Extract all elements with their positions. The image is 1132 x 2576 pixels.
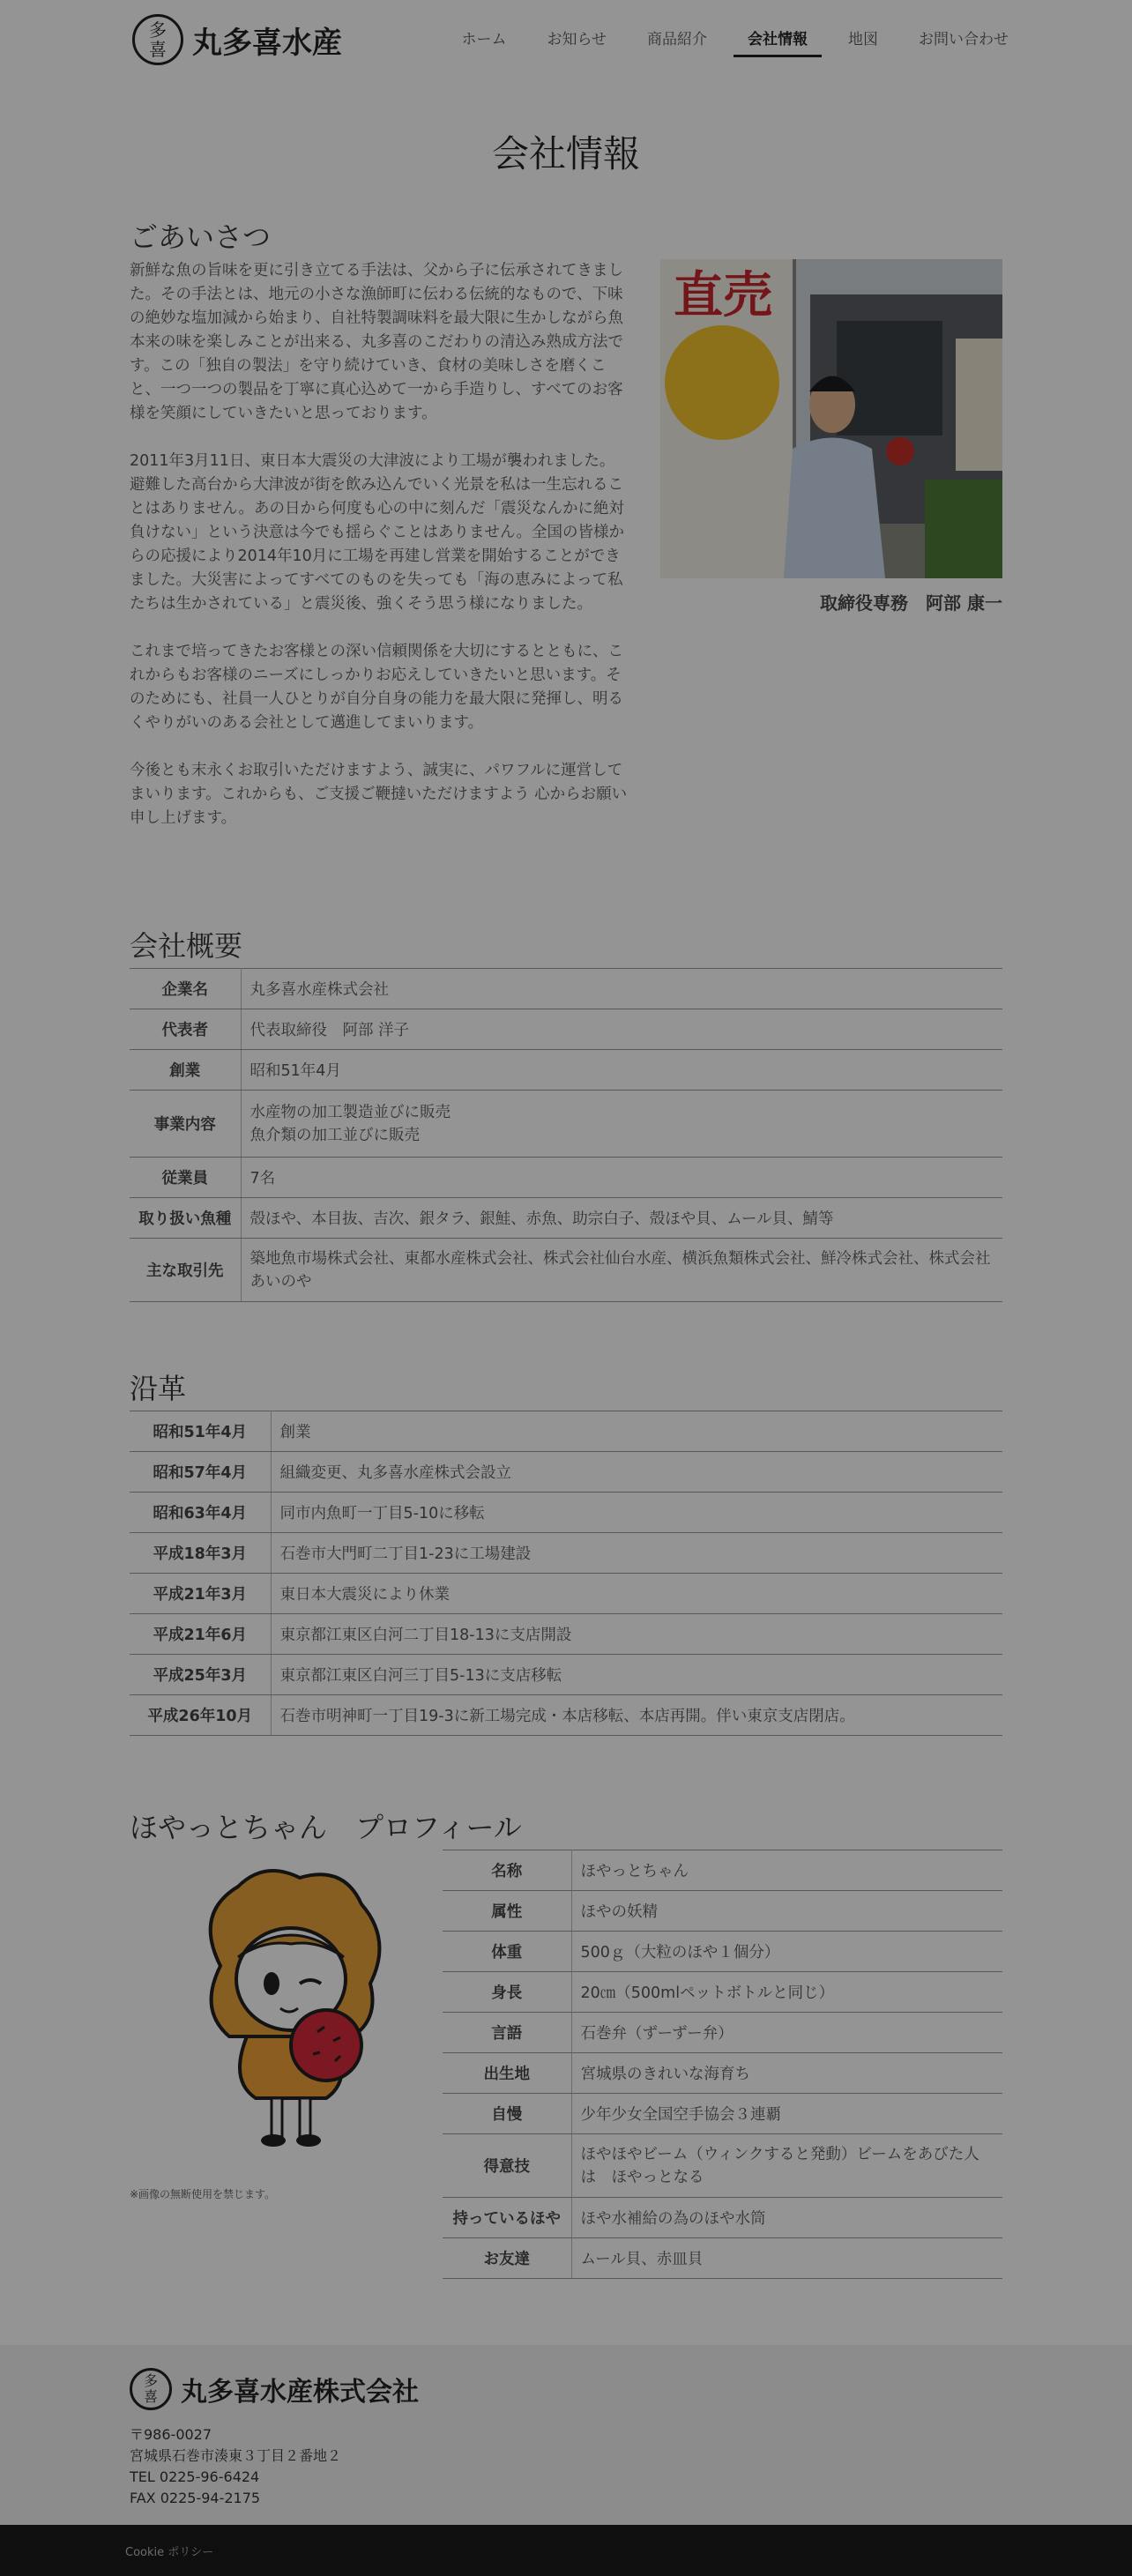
greeting-text [130,259,628,854]
table-row [130,1091,1002,1158]
row-value: ほや水補給の為のほや水筒 [571,2198,1002,2238]
row-label: 出生地 [443,2053,571,2094]
footer-tel: TEL 0225-96-6424 [130,2468,260,2485]
overview-title: 会社概要 [130,929,243,963]
main-nav [421,26,1009,57]
nav-item-contact[interactable]: お問い合わせ [919,31,1009,48]
row-value: 昭和51年4月 [241,1050,1002,1091]
nav-item-company[interactable]: 会社情報 [748,26,808,57]
director-photo [660,259,1002,578]
row-label: 体重 [443,1932,571,1972]
mascot-illustration [185,1860,397,2151]
row-label: 昭和63年4月 [130,1493,271,1533]
site-logo[interactable] [132,14,342,65]
overview-table [130,968,1002,1302]
greeting-paragraph: これまで培ってきたお客様との深い信頼関係を大切にするとともに、これからもお客様のニーズにしっかりお応えしていきたいと思います。そのためにも、社員一人ひとりが自分自身の能力を最大限に発揮し、明るくやりがいのある会社として邁進してまいります。 [130,643,623,732]
table-row [130,1655,1002,1695]
row-value: ほやっとちゃん [571,1850,1002,1891]
row-value: 創業 [271,1411,1002,1452]
row-value: 殻ほや、本目抜、吉次、銀タラ、銀鮭、赤魚、助宗白子、殻ほや貝、ムール貝、鯖等 [241,1198,1002,1239]
row-value: 石巻市大門町二丁目1-23に工場建設 [271,1533,1002,1574]
row-label: 昭和51年4月 [130,1411,271,1452]
logo-emblem: 多 喜 [132,14,183,65]
nav-item-news[interactable]: お知らせ [547,31,607,48]
row-label: 持っているほや [443,2198,571,2238]
table-row [443,2198,1002,2238]
row-value: 築地魚市場株式会社、東都水産株式会社、株式会社仙台水産、横浜魚類株式会社、鮮冷株式会社、株式会社あいのや [241,1239,1002,1302]
greeting-paragraph: 2011年3月11日、東日本大震災の大津波により工場が襲われました。避難した高台から大津波が街を飲み込んでいく光景を私は一生忘れることはありません。あの日から何度も心の中に刻んだ「震災なんかに絶対負けない」という決意は今でも揺らぐことはありません。全国の皆様からの応援により2014年10月に工場を再建し営業を開始することができました。大災害によってすべてのものを失っても「海の恵みによって私たちは生かされている」と震災後、強くそう思う様になりました。 [130,452,625,613]
row-label: 平成21年3月 [130,1574,271,1614]
row-label: 従業員 [130,1158,241,1198]
site-footer [0,2345,1132,2525]
table-row [130,1614,1002,1655]
table-row [443,1891,1002,1932]
page-title: 会社情報 [491,132,640,175]
row-value: 7名 [241,1158,1002,1198]
row-label: 属性 [443,1891,571,1932]
row-label: 取り扱い魚種 [130,1198,241,1239]
director-photo-image [660,259,1002,578]
table-row [130,1452,1002,1493]
banner-text: 直売 [674,266,772,324]
table-row [443,2134,1002,2198]
table-row [130,1533,1002,1574]
table-row [130,1239,1002,1302]
row-value: 代表取締役 阿部 洋子 [241,1009,1002,1050]
row-label: 創業 [130,1050,241,1091]
table-row [130,1493,1002,1533]
row-label: 主な取引先 [130,1239,241,1302]
footer-logo[interactable] [130,2368,419,2410]
row-value: 丸多喜水産株式会社 [241,969,1002,1009]
table-row [130,1198,1002,1239]
row-label: 身長 [443,1972,571,2013]
table-row [130,1574,1002,1614]
table-row [443,1972,1002,2013]
footer-company-name: 丸多喜水産株式会社 [181,2377,419,2408]
table-row [130,1158,1002,1198]
row-value: 同市内魚町一丁目5-10に移転 [271,1493,1002,1533]
row-label: 自慢 [443,2094,571,2134]
row-label: 言語 [443,2013,571,2053]
row-value: 東京都江東区白河二丁目18-13に支店開設 [271,1614,1002,1655]
row-label: 平成21年6月 [130,1614,271,1655]
image-usage-note: ※画像の無断使用を禁じます。 [130,2188,276,2200]
greeting-title: ごあいさつ [130,220,272,254]
footer-postal: 〒986-0027 [130,2426,212,2443]
table-row [443,2238,1002,2279]
profile-table [443,1850,1002,2279]
nav-item-map[interactable]: 地図 [848,31,878,48]
row-value: 500ｇ（大粒のほや１個分） [571,1932,1002,1972]
history-table [130,1411,1002,1736]
row-value: 水産物の加工製造並びに販売 魚介類の加工並びに販売 [241,1091,1002,1158]
table-row [443,2094,1002,2134]
row-value: 宮城県のきれいな海育ち [571,2053,1002,2094]
footer-address [130,2424,341,2509]
row-value: 東日本大震災により休業 [271,1574,1002,1614]
nav-item-home[interactable]: ホーム [461,31,507,48]
row-label: 平成26年10月 [130,1695,271,1736]
history-title: 沿革 [130,1372,187,1405]
site-header [0,0,1132,78]
table-row [443,1932,1002,1972]
photo-caption: 取締役専務 阿部 康一 [820,592,1002,614]
row-value: 石巻弁（ずーずー弁） [571,2013,1002,2053]
row-label: お友達 [443,2238,571,2279]
profile-title: ほやっとちゃん プロフィール [130,1811,522,1844]
row-value: ほやの妖精 [571,1891,1002,1932]
row-label: 平成18年3月 [130,1533,271,1574]
footer-street: 宮城県石巻市湊東３丁目２番地２ [130,2447,342,2464]
row-value: ムール貝、赤皿貝 [571,2238,1002,2279]
row-label: 名称 [443,1850,571,1891]
row-value: 石巻市明神町一丁目19-3に新工場完成・本店移転、本店再開。伴い東京支店閉店。 [271,1695,1002,1736]
nav-item-products[interactable]: 商品紹介 [647,31,707,48]
greeting-paragraph: 今後とも末永くお取引いただけますよう、誠実に、パワフルに運営してまいります。これからも、ご支援ご鞭撻いただけますよう 心からお願い申し上げます。 [130,762,628,827]
table-row [130,969,1002,1009]
row-label: 企業名 [130,969,241,1009]
cookie-policy-link[interactable]: Cookie ポリシー [125,2546,214,2559]
table-row [130,1050,1002,1091]
row-label: 事業内容 [130,1091,241,1158]
row-label: 昭和57年4月 [130,1452,271,1493]
footer-logo-emblem: 多 喜 [130,2368,172,2410]
logo-text: 丸多喜水産 [192,25,342,61]
row-value: ほやほやビーム（ウィンクすると発動）ビームをあびた人は ほやっとなる [571,2134,1002,2198]
row-label: 得意技 [443,2134,571,2198]
mascot-icon [185,1860,397,2151]
table-row [130,1009,1002,1050]
table-row [443,2013,1002,2053]
row-value: 東京都江東区白河三丁目5-13に支店移転 [271,1655,1002,1695]
row-label: 平成25年3月 [130,1655,271,1695]
row-value: 組織変更、丸多喜水産株式会設立 [271,1452,1002,1493]
table-row [443,2053,1002,2094]
row-label: 代表者 [130,1009,241,1050]
footer-fax: FAX 0225-94-2175 [130,2490,261,2506]
table-row [130,1695,1002,1736]
bottom-bar [0,2525,1132,2576]
row-value: 20㎝（500mlペットボトルと同じ） [571,1972,1002,2013]
greeting-paragraph: 新鮮な魚の旨味を更に引き立てる手法は、父から子に伝承されてきました。その手法とは、地元の小さな漁師町に伝わる伝統的なもので、下味の絶妙な塩加減から始まり、自社特製調味料を最大限に生かしながら魚本来の味を楽しみことが出来る、丸多喜のこだわりの清込み熟成方法です。この「独自の製法」を守り続けていき、食材の美味しさを磨くこと、一つ一つの製品を丁寧に真心込めて一から手造りし、すべてのお客様を笑顔にしていきたいと思っております。 [130,262,623,422]
row-value: 少年少女全国空手協会３連覇 [571,2094,1002,2134]
table-row [130,1411,1002,1452]
table-row [443,1850,1002,1891]
